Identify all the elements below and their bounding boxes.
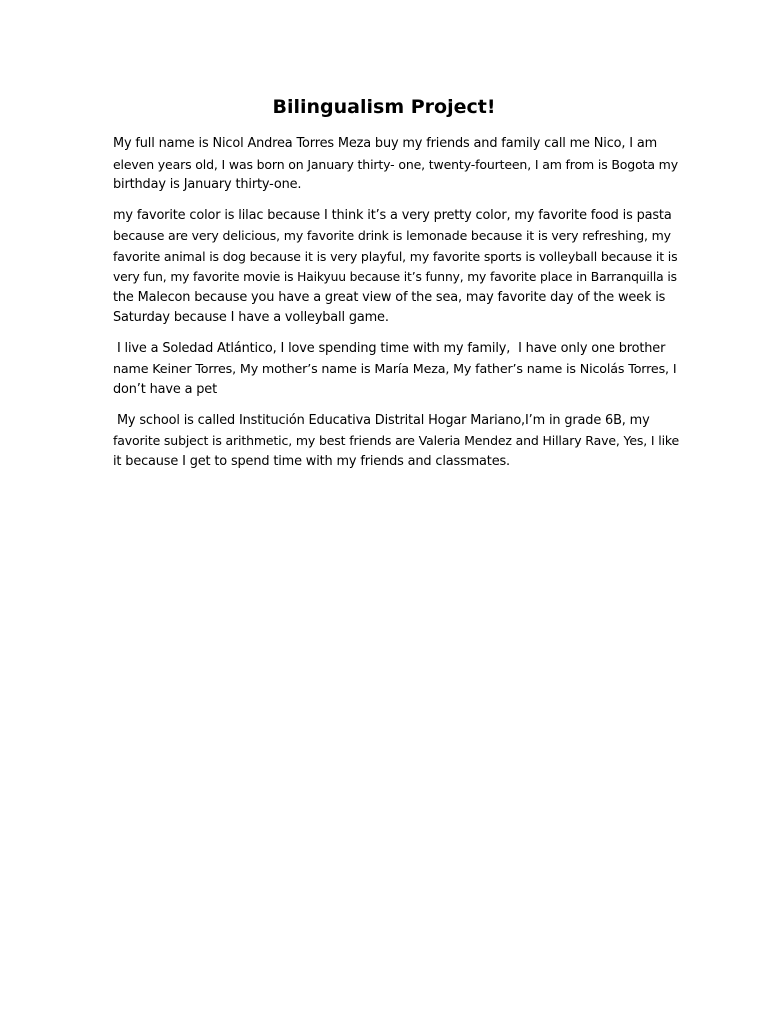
document-title: Bilingualism Project! [272,96,496,118]
text-line: don’t have a pet [113,381,217,397]
paragraph-favorites [113,206,679,329]
text-line: favorite subject is arithmetic, my best friends are Valeria Mendez and Hillary Rave, Yes, I like [113,433,680,449]
text-line: name Keiner Torres, My mother’s name is María Meza, My father’s name is Nicolás Torres, I [113,361,677,377]
document-body [113,134,679,482]
text-line: my favorite color is lilac because I think it’s a very pretty color, my favorite food is pasta [113,207,672,223]
text-line: eleven years old, I was born on January thirty- one, twenty-fourteen, I am from is Bogota my [113,156,678,172]
text-line: My school is called Institución Educativa Distrital Hogar Mariano,I’m in grade 6B, my [113,412,650,428]
text-line: the Malecon because you have a great view of the sea, may favorite day of the week is [113,289,666,305]
text-line: it because I get to spend time with my friends and classmates. [113,453,511,469]
paragraph-school [113,411,679,473]
text-line: very fun, my favorite movie is Haikyuu because it’s funny, my favorite place in Barranquilla is [113,270,677,285]
paragraph-family [113,339,679,401]
text-line: because are very delicious, my favorite drink is lemonade because it is very refreshing, my [113,228,671,244]
text-line: My full name is Nicol Andrea Torres Meza buy my friends and family call me Nico, I am [113,136,658,151]
text-line: Saturday because I have a volleyball game. [113,310,389,326]
text-line: favorite animal is dog because it is very playful, my favorite sports is volleyball because it is [113,248,678,264]
text-line: birthday is January thirty-one. [113,177,302,192]
paragraph-introduction [113,134,679,196]
text-line: I live a Soledad Atlántico, I love spending time with my family, I have only one brother [113,340,666,356]
